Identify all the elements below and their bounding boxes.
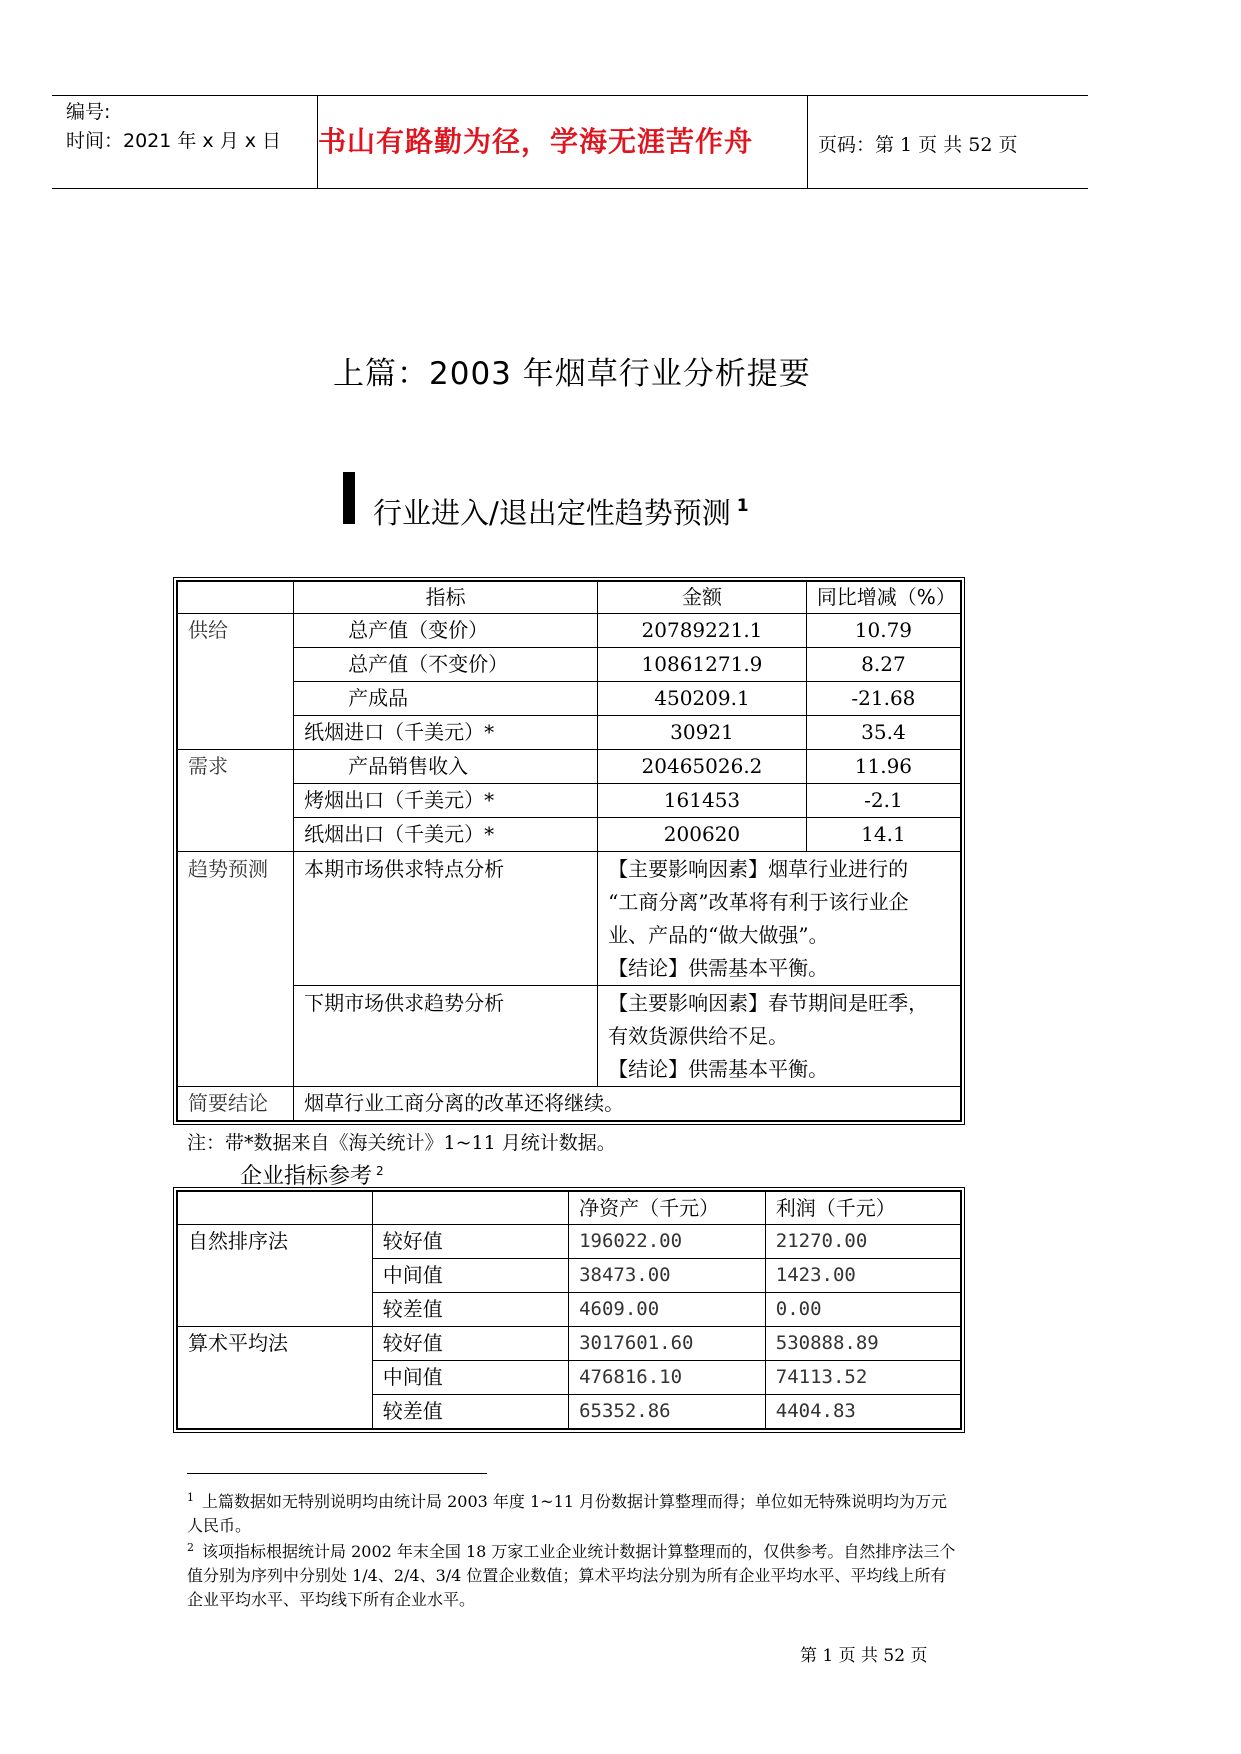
page-title: 上篇：2003 年烟草行业分析提要	[333, 356, 811, 392]
amount-cell: 20789221.1	[598, 614, 807, 648]
table-row	[177, 986, 961, 1087]
net-assets-cell: 4609.00	[569, 1293, 766, 1327]
indicator-cell: 产品销售收入	[294, 750, 598, 784]
amount-cell: 200620	[598, 818, 807, 852]
level-cell: 较差值	[372, 1395, 568, 1430]
net-assets-cell: 196022.00	[569, 1225, 766, 1259]
analysis-line: 【结论】供需基本平衡。	[608, 956, 829, 980]
analysis-line: 【主要影响因素】烟草行业进行的	[608, 857, 909, 881]
analysis-text-cell	[598, 852, 961, 986]
change-cell: 11.96	[806, 750, 961, 784]
footnote-ref-1[interactable]: 1	[736, 496, 749, 516]
subsection-heading	[240, 1159, 384, 1190]
industry-trend-table	[176, 580, 962, 1122]
analysis-line: 【主要影响因素】春节期间是旺季，	[608, 991, 929, 1015]
table-row	[177, 614, 961, 648]
change-cell: 10.79	[806, 614, 961, 648]
profit-cell: 1423.00	[765, 1259, 961, 1293]
table-note: 注：带*数据来自《海关统计》1~11 月统计数据。	[187, 1132, 616, 1154]
level-cell: 较差值	[372, 1293, 568, 1327]
analysis-line: 有效货源供给不足。	[608, 1024, 789, 1048]
footnote	[187, 1536, 957, 1612]
header-cell	[177, 581, 294, 614]
enterprise-indicator-table	[176, 1190, 962, 1430]
footnote-ref-2[interactable]: 2	[376, 1164, 384, 1178]
table-row	[177, 818, 961, 852]
table-row	[177, 1225, 961, 1259]
change-cell: 14.1	[806, 818, 961, 852]
header-meta	[66, 98, 281, 156]
category-cell: 供给	[177, 614, 294, 750]
amount-cell: 10861271.9	[598, 648, 807, 682]
net-assets-cell: 3017601.60	[569, 1327, 766, 1361]
profit-cell: 0.00	[765, 1293, 961, 1327]
net-assets-cell: 476816.10	[569, 1361, 766, 1395]
page-footer: 第 1 页 共 52 页	[800, 1646, 928, 1666]
amount-cell: 30921	[598, 716, 807, 750]
indicator-cell: 烤烟出口（千美元）*	[294, 784, 598, 818]
category-cell: 简要结论	[177, 1087, 294, 1122]
amount-cell: 161453	[598, 784, 807, 818]
table-row	[177, 784, 961, 818]
analysis-label-cell: 下期市场供求趋势分析	[294, 986, 598, 1087]
footnote-text: 该项指标根据统计局 2002 年末全国 18 万家工业企业统计数据计算整理而的，仅供参考。自然排序法三个值分别为序列中分别处 1/4、2/4、3/4 位置企业数值；算术平均法分别为所有企业平均水平、平均线上所有企业平均水平、平均线下所有企业水平。	[187, 1542, 956, 1609]
analysis-line: 【结论】供需基本平衡。	[608, 1057, 829, 1081]
section-heading-text: 行业进入/退出定性趋势预测	[373, 496, 731, 530]
change-cell: -21.68	[806, 682, 961, 716]
analysis-label-cell: 本期市场供求特点分析	[294, 852, 598, 986]
table-row	[177, 682, 961, 716]
footnote-separator	[187, 1473, 487, 1474]
conclusion-cell: 烟草行业工商分离的改革还将继续。	[294, 1087, 961, 1122]
table-header-row	[177, 581, 961, 614]
table-row	[177, 852, 961, 986]
profit-cell: 530888.89	[765, 1327, 961, 1361]
table-row	[177, 750, 961, 784]
doc-number-label: 编号:	[66, 101, 111, 123]
profit-cell: 74113.52	[765, 1361, 961, 1395]
footnote	[187, 1486, 957, 1538]
level-cell: 较好值	[372, 1225, 568, 1259]
change-cell: 8.27	[806, 648, 961, 682]
table-header-row	[177, 1191, 961, 1225]
profit-cell: 21270.00	[765, 1225, 961, 1259]
header-divider-2	[807, 95, 808, 188]
indicator-cell: 总产值（不变价）	[294, 648, 598, 682]
header-top-rule	[52, 95, 1088, 96]
analysis-text-cell	[598, 986, 961, 1087]
footnote-text: 上篇数据如无特别说明均由统计局 2003 年度 1~11 月份数据计算整理而得；单位如无特殊说明均为万元人民币。	[187, 1492, 948, 1535]
method-cell: 自然排序法	[177, 1225, 372, 1327]
header-cell	[372, 1191, 568, 1225]
profit-cell: 4404.83	[765, 1395, 961, 1430]
table-row	[177, 1327, 961, 1361]
indicator-cell: 纸烟进口（千美元）*	[294, 716, 598, 750]
header-motto: 书山有路勤为径，学海无涯苦作舟	[318, 125, 754, 158]
level-cell: 中间值	[372, 1259, 568, 1293]
table-row	[177, 648, 961, 682]
header-bottom-rule	[52, 188, 1088, 189]
category-cell: 需求	[177, 750, 294, 852]
table-row	[177, 1087, 961, 1122]
net-assets-cell: 38473.00	[569, 1259, 766, 1293]
amount-cell: 20465026.2	[598, 750, 807, 784]
change-cell: -2.1	[806, 784, 961, 818]
analysis-line: 业、产品的“做大做强”。	[608, 923, 829, 947]
amount-cell: 450209.1	[598, 682, 807, 716]
indicator-cell: 纸烟出口（千美元）*	[294, 818, 598, 852]
doc-time-label: 时间：2021 年 x 月 x 日	[66, 130, 282, 152]
subsection-heading-text: 企业指标参考	[240, 1164, 373, 1189]
change-cell: 35.4	[806, 716, 961, 750]
header-page-info: 页码：第 1 页 共 52 页	[818, 134, 1018, 156]
net-assets-cell: 65352.86	[569, 1395, 766, 1430]
category-cell: 趋势预测	[177, 852, 294, 1087]
footnote-marker: 1	[187, 1491, 194, 1504]
header-cell: 利润（千元）	[765, 1191, 961, 1225]
header-cell: 净资产（千元）	[569, 1191, 766, 1225]
section-heading	[373, 491, 749, 532]
level-cell: 中间值	[372, 1361, 568, 1395]
indicator-cell: 总产值（变价）	[294, 614, 598, 648]
header-cell: 金额	[598, 581, 807, 614]
indicator-cell: 产成品	[294, 682, 598, 716]
section-marker-bar	[343, 472, 355, 524]
level-cell: 较好值	[372, 1327, 568, 1361]
method-cell: 算术平均法	[177, 1327, 372, 1430]
footnote-marker: 2	[187, 1541, 194, 1554]
header-cell: 同比增减（%）	[806, 581, 961, 614]
analysis-line: “工商分离”改革将有利于该行业企	[608, 890, 909, 914]
header-cell	[177, 1191, 372, 1225]
table-row	[177, 716, 961, 750]
header-cell: 指标	[294, 581, 598, 614]
